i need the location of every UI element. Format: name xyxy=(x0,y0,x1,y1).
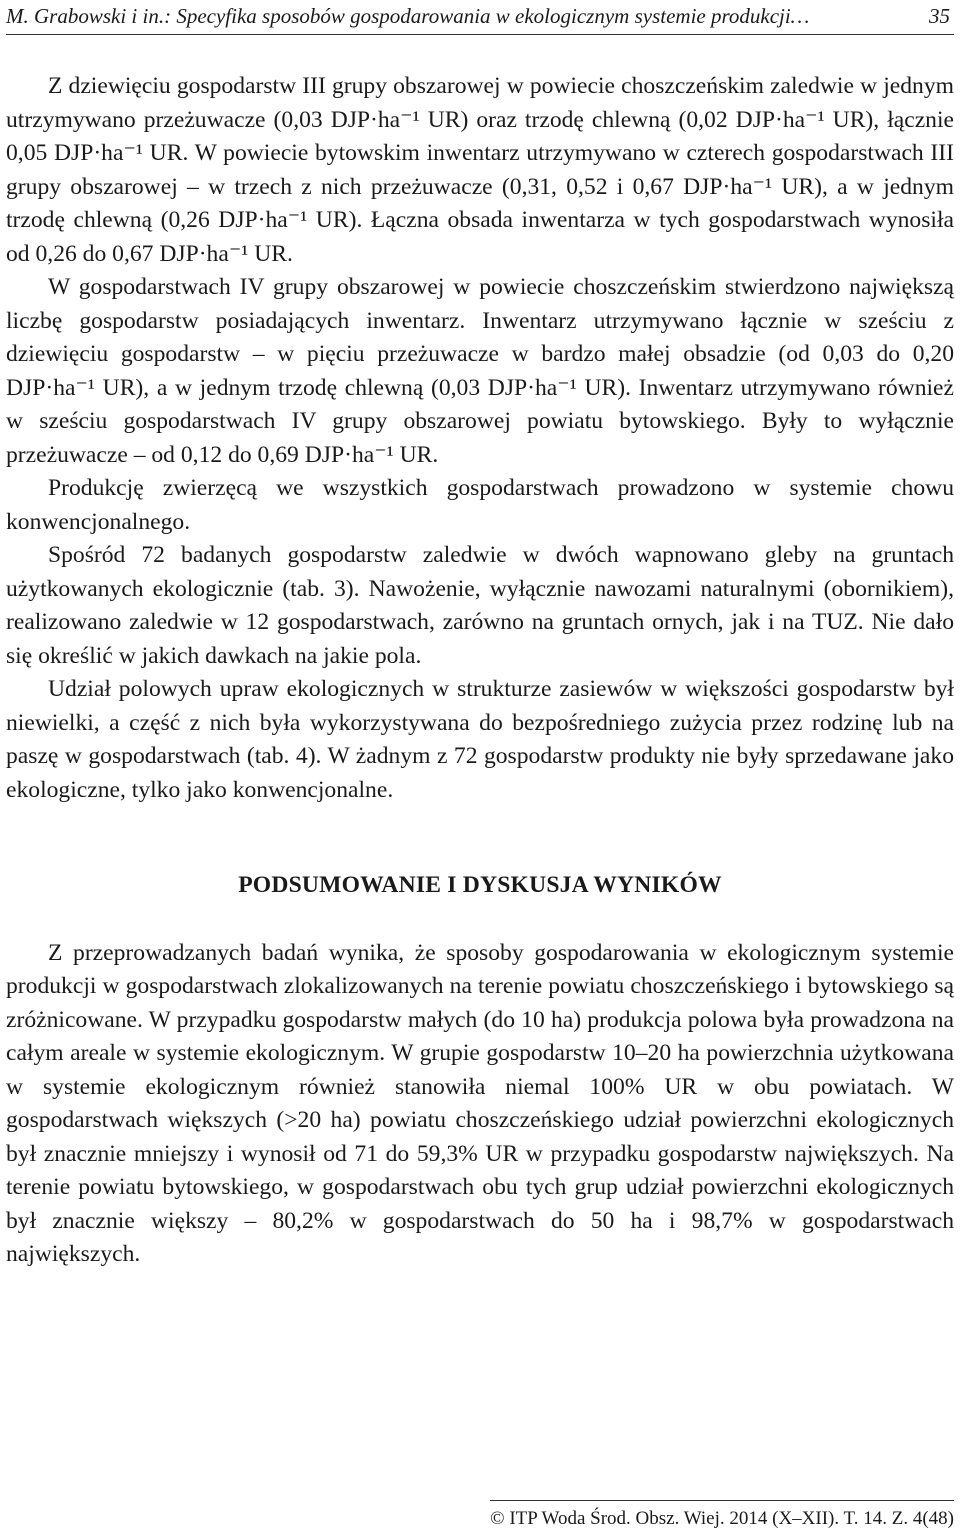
footer xyxy=(490,1506,954,1532)
footer-rule xyxy=(490,1500,954,1501)
paragraph-animal-production: Produkcję zwierzęcą we wszystkich gospodarstwach prowadzono w systemie chowu konwencjonalnego. xyxy=(6,475,954,535)
paragraph-livestock-iii: Z dziewięciu gospodarstw III grupy obszarowej w powiecie choszczeńskim zaledwie w jednym utrzymywano przeżuwacze (0,03 DJP·ha⁻¹ UR) oraz trzodę chlewną (0,02 DJP·ha⁻¹ UR), łącznie 0,05 DJP·ha⁻¹ UR. W powiecie bytowskim inwentarz utrzymywano w czterech gospodarstwach III grupy obszarowej – w trzech z nich przeżuwacze (0,31, 0,52 i 0,67 DJP·ha⁻¹ UR), a w jednym trzodę chlewną (0,26 DJP·ha⁻¹ UR). Łączna obsada inwentarza w tych gospodarstwach wynosiła od 0,26 do 0,67 DJP·ha⁻¹ UR. xyxy=(6,73,954,267)
running-head xyxy=(6,2,954,30)
running-title: M. Grabowski i in.: Specyfika sposobów gospodarowania w ekologicznym systemie produkcji… xyxy=(6,4,810,28)
footer-citation: © ITP Woda Środ. Obsz. Wiej. 2014 (X–XII). T. 14. Z. 4(48) xyxy=(490,1508,954,1529)
paragraph-liming-fertilization: Spośród 72 badanych gospodarstw zaledwie w dwóch wapnowano gleby na gruntach użytkowanych ekologicznie (tab. 3). Nawożenie, wyłącznie nawozami naturalnymi (obornikiem), realizowano zaledwie w 12 gospodarstwach, zarówno na gruntach ornych, jak i na TUZ. Nie dało się określić w jakich dawkach na jakie pola. xyxy=(6,542,954,669)
section-heading: PODSUMOWANIE I DYSKUSJA WYNIKÓW xyxy=(238,872,722,898)
page-number: 35 xyxy=(929,4,950,28)
paragraph-livestock-iv: W gospodarstwach IV grupy obszarowej w powiecie choszczeńskim stwierdzono największą liczbę gospodarstw posiadających inwentarz. Inwentarz utrzymywano łącznie w sześciu z dziewięciu gospodarstw – w pięciu przeżuwacze w bardzo małej obsadzie (od 0,03 do 0,20 DJP·ha⁻¹ UR), a w jednym trzodę chlewną (0,03 DJP·ha⁻¹ UR). Inwentarz utrzymywano również w sześciu gospodarstwach IV grupy obszarowej powiatu bytowskiego. Były to wyłącznie przeżuwacze – od 0,12 do 0,69 DJP·ha⁻¹ UR. xyxy=(6,274,954,468)
article-body xyxy=(6,70,954,1272)
header-rule xyxy=(6,34,954,35)
paragraph-crop-share: Udział polowych upraw ekologicznych w strukturze zasiewów w większości gospodarstw był niewielki, a część z nich była wykorzystywana do bezpośredniego zużycia przez rodzinę lub na paszę w gospodarstwach (tab. 4). W żadnym z 72 gospodarstw produkty nie były sprzedawane jako ekologiczne, tylko jako konwencjonalne. xyxy=(6,676,954,803)
paragraph-summary: Z przeprowadzanych badań wynika, że sposoby gospodarowania w ekologicznym systemie produkcji w gospodarstwach zlokalizowanych na terenie powiatu choszczeńskiego i bytowskiego są zróżnicowane. W przypadku gospodarstw małych (do 10 ha) produkcja polowa była prowadzona na całym areale w systemie ekologicznym. W grupie gospodarstw 10–20 ha powierzchnia użytkowana w systemie ekologicznym również stanowiła niemal 100% UR w obu powiatach. W gospodarstwach większych (>20 ha) powiatu choszczeńskiego udział powierzchni ekologicznych był znacznie mniejszy i wynosił od 71 do 59,3% UR w przypadku gospodarstw największych. Na terenie powiatu bytowskiego, w gospodarstwach obu tych grup udział powierzchni ekologicznych był znacznie większy – 80,2% w gospodarstwach do 50 ha i 98,7% w gospodarstwach największych. xyxy=(6,939,954,1267)
